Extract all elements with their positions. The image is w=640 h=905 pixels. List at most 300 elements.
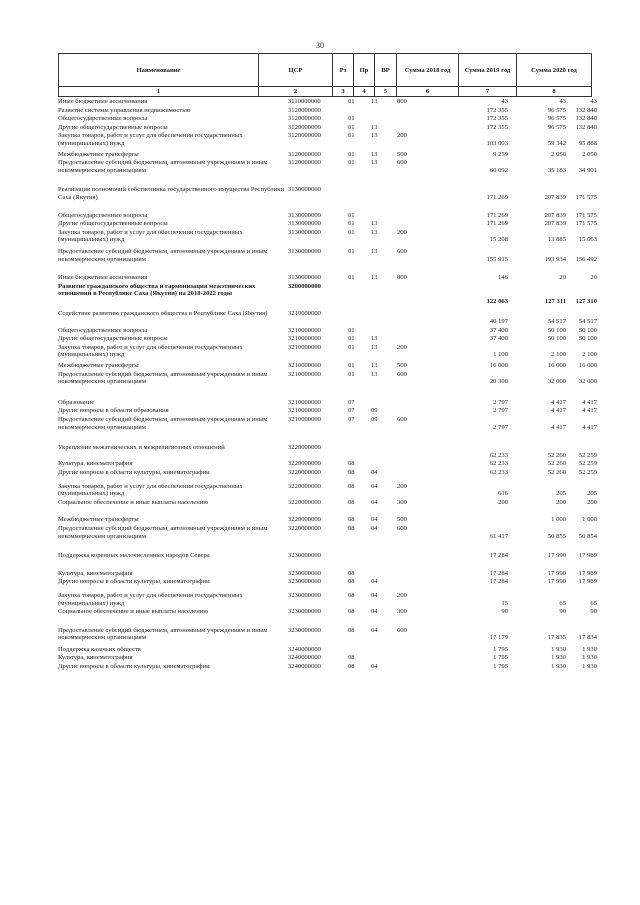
row-rz: 01: [348, 132, 355, 140]
row-pr: 13: [371, 335, 378, 343]
row-s2018: 43: [501, 98, 508, 105]
row-s2020: 50 100: [578, 335, 597, 343]
row-s2019: 96 575: [547, 115, 566, 123]
col-number: 6: [397, 87, 459, 97]
row-rz: 08: [348, 626, 355, 634]
row-csr: 3220000000: [288, 444, 321, 452]
row-vr: 200: [397, 228, 407, 236]
row-name: Развитие системы управления недвижимостью: [58, 106, 191, 114]
table-row: [58, 524, 597, 540]
row-pr: 13: [371, 228, 378, 236]
row-s2020: 16 000: [578, 362, 597, 370]
row-s2019: 65: [559, 599, 566, 607]
row-vr: 800: [397, 98, 407, 105]
table-row: [58, 398, 597, 407]
row-s2020: 50 854: [578, 532, 597, 540]
row-name: Другие вопросы в области культуры, кинематографии: [58, 663, 210, 671]
row-s2018: 1 795: [493, 663, 508, 671]
row-s2020: 205: [587, 490, 597, 498]
table-row: [58, 211, 597, 220]
table-row: [58, 159, 597, 174]
row-vr: 600: [397, 626, 407, 634]
col-header-rz: Рз: [333, 54, 354, 87]
row-pr: 13: [371, 159, 378, 167]
row-name: Предоставление субсидий бюджетным, автономным учреждениям и иным некоммерческим организациям: [58, 524, 268, 540]
row-rz: 08: [348, 578, 355, 586]
row-s2019: 1 930: [551, 654, 566, 662]
row-csr: 3200000000: [288, 282, 321, 290]
table-row: [58, 150, 597, 159]
row-csr: 3210000000: [288, 335, 321, 343]
row-s2020: 1 930: [582, 654, 597, 662]
row-csr: 3120000000: [288, 132, 321, 140]
row-s2018: 103 003: [486, 139, 508, 147]
row-s2020: 43: [590, 98, 597, 105]
row-s2019: 50 100: [547, 326, 566, 334]
row-s2018: 172 355: [486, 123, 508, 131]
table-row: [58, 468, 597, 477]
row-s2019: 205: [556, 490, 566, 498]
row-csr: 3120000000: [288, 106, 321, 114]
row-csr: 3210000000: [288, 343, 321, 351]
table-row: [58, 578, 597, 586]
row-name: Общегосударственные вопросы: [58, 326, 148, 334]
row-csr: 3230000000: [288, 569, 321, 577]
row-s2019: 127 311: [544, 297, 566, 305]
row-s2018: 172 355: [486, 106, 508, 114]
row-s2018: 200: [498, 498, 508, 506]
row-s2019: 50 100: [547, 335, 566, 343]
row-pr: 04: [371, 578, 378, 586]
row-vr: 300: [397, 608, 407, 616]
row-s2020: 95 888: [578, 139, 597, 147]
row-name: Поддержка коренных малочисленных народов Севера: [58, 552, 210, 560]
row-s2020: 132 840: [575, 106, 597, 114]
row-csr: 3230000000: [288, 591, 321, 599]
row-s2018: 2 797: [493, 407, 508, 415]
row-vr: 600: [397, 416, 407, 424]
table-row: [58, 444, 597, 459]
row-s2019: 17 990: [547, 578, 566, 586]
row-rz: 01: [348, 343, 355, 351]
row-s2020: 17 989: [578, 578, 597, 586]
row-s2019: 20: [559, 274, 566, 282]
col-header-vr: ВР: [375, 54, 397, 87]
row-s2020: 17 989: [578, 552, 597, 560]
row-name: Другие вопросы в области культуры, кинематографии: [58, 468, 210, 476]
row-rz: 08: [348, 460, 355, 468]
row-s2019: 13 885: [547, 236, 566, 244]
row-s2020: 2 100: [582, 351, 597, 359]
row-name: Межбюджетные трансферты: [58, 150, 139, 158]
row-name: Закупка товаров, работ и услуг для обеспечения государственных (муниципальных) нужд: [58, 343, 243, 359]
row-name: Другие вопросы в области образования: [58, 407, 169, 415]
row-csr: 3220000000: [288, 516, 321, 524]
row-name: Иные бюджетные ассигнования: [58, 274, 148, 282]
row-csr: 3230000000: [288, 608, 321, 616]
row-s2020: 65: [590, 599, 597, 607]
table-row: [58, 220, 597, 228]
row-rz: 01: [348, 247, 355, 255]
row-pr: 09: [371, 416, 378, 424]
row-s2020: 132 840: [575, 115, 597, 123]
row-name: Общегосударственные вопросы: [58, 211, 148, 219]
row-name: Закупка товаров, работ и услуг для обеспечения государственных (муниципальных) нужд: [58, 591, 243, 607]
row-s2018: 17 179: [489, 634, 508, 642]
row-rz: 01: [348, 326, 355, 334]
row-s2019: 54 517: [547, 318, 566, 326]
table-row: [58, 106, 597, 115]
table-row: [58, 274, 597, 282]
table-row: [58, 608, 597, 616]
row-name: Культура, кинематография: [58, 569, 133, 577]
row-name: Межбюджетные трансферты: [58, 516, 139, 524]
row-rz: 01: [348, 220, 355, 228]
row-pr: 04: [371, 524, 378, 532]
row-rz: 08: [348, 663, 355, 671]
row-s2018: 172 355: [486, 115, 508, 123]
row-name: Предоставление субсидий бюджетным, автономным учреждениям и иным некоммерческим организациям: [58, 416, 268, 431]
row-name: Другие вопросы в области культуры, кинематографии: [58, 578, 210, 586]
row-rz: 01: [348, 150, 355, 158]
row-s2018: 9 259: [493, 150, 508, 158]
row-csr: 3220000000: [288, 498, 321, 506]
row-s2019: 52 260: [547, 460, 566, 468]
table-row: [58, 516, 597, 524]
row-csr: 3230000000: [288, 626, 321, 634]
row-csr: 3210000000: [288, 370, 321, 378]
row-rz: 08: [348, 482, 355, 490]
row-s2020: 171 575: [575, 193, 597, 201]
table-row: [58, 98, 597, 106]
row-s2020: 200: [587, 498, 597, 506]
row-s2020: 90: [590, 608, 597, 616]
row-s2018: 15: [501, 599, 508, 607]
row-s2018: 171 269: [486, 193, 508, 201]
row-name: Закупка товаров, работ и услуг для обеспечения государственных (муниципальных) нужд: [58, 228, 243, 244]
row-name: Культура, кинематография: [58, 460, 133, 468]
row-s2020: 171 575: [575, 220, 597, 228]
row-s2018: 90: [501, 608, 508, 616]
row-s2018: 171 269: [486, 220, 508, 228]
row-csr: 3210000000: [288, 326, 321, 334]
row-vr: 200: [397, 343, 407, 351]
row-s2019: 1 930: [551, 663, 566, 671]
row-csr: 3220000000: [288, 468, 321, 476]
table-body: [58, 98, 597, 671]
row-vr: 500: [397, 150, 407, 158]
row-s2019: 4 417: [551, 423, 566, 431]
row-name: Предоставление субсидий бюджетным, автономным учреждениям и иным некоммерческим организациям: [58, 247, 268, 263]
row-s2019: 1 000: [551, 516, 566, 524]
row-s2020: 4 417: [582, 407, 597, 415]
row-s2020: 1 930: [582, 663, 597, 671]
row-csr: 3120000000: [288, 115, 321, 123]
table-row: [58, 591, 597, 607]
row-rz: 08: [348, 498, 355, 506]
row-csr: 3130000000: [288, 220, 321, 228]
row-pr: 13: [371, 123, 378, 131]
row-vr: 200: [397, 132, 407, 140]
row-csr: 3210000000: [288, 362, 321, 370]
row-rz: 08: [348, 591, 355, 599]
col-number: 4: [354, 87, 375, 97]
row-s2019: 17 990: [547, 569, 566, 577]
row-pr: 04: [371, 482, 378, 490]
row-name: Культура, кинематография: [58, 654, 133, 662]
row-csr: 3210000000: [288, 310, 321, 318]
row-s2018: 1 795: [493, 645, 508, 653]
row-s2018: 2 797: [493, 423, 508, 431]
row-name: Развитие гражданского общества и гармонизация межэтнических отношений в Республике Саха (Якутия) на 2018-2022 годы: [58, 282, 256, 298]
row-s2018: 155 915: [486, 255, 508, 263]
row-csr: 3120000000: [288, 150, 321, 158]
row-rz: 07: [348, 398, 355, 406]
row-s2019: 2 050: [551, 150, 566, 158]
row-s2020: 171 575: [575, 211, 597, 219]
row-s2019: 17 990: [547, 552, 566, 560]
row-s2019: 59 342: [547, 139, 566, 147]
row-s2018: 20 300: [489, 378, 508, 386]
row-s2020: 132 840: [575, 123, 597, 131]
row-pr: 13: [371, 220, 378, 228]
row-s2018: 62 233: [489, 460, 508, 468]
row-rz: 08: [348, 608, 355, 616]
table-row: [58, 552, 597, 560]
row-name: Предоставление субсидий бюджетным, автономным учреждениям и иным некоммерческим организациям: [58, 159, 268, 174]
row-pr: 04: [371, 516, 378, 524]
row-s2018: 37 400: [489, 326, 508, 334]
col-number: 8: [517, 87, 592, 97]
row-s2018: 62 233: [489, 451, 508, 459]
row-pr: 13: [371, 362, 378, 370]
row-s2019: 52 260: [547, 451, 566, 459]
row-s2018: 16 000: [489, 362, 508, 370]
row-s2019: 35 183: [547, 166, 566, 174]
row-vr: 600: [397, 247, 407, 255]
table-row: [58, 335, 597, 343]
row-s2019: 43: [559, 98, 566, 105]
row-rz: 01: [348, 123, 355, 131]
row-csr: 3240000000: [288, 663, 321, 671]
row-s2020: 1 930: [582, 645, 597, 653]
row-vr: 500: [397, 516, 407, 524]
row-name: Реализация полномочий собственника государственного имущества Республики Саха (Якутия): [58, 186, 284, 201]
row-csr: 3220000000: [288, 460, 321, 468]
row-s2018: 60 092: [489, 166, 508, 174]
row-s2018: 61 417: [489, 532, 508, 540]
row-rz: 01: [348, 274, 355, 282]
row-s2018: 146: [498, 274, 508, 282]
col-number: 7: [459, 87, 517, 97]
row-rz: 08: [348, 569, 355, 577]
row-csr: 3240000000: [288, 654, 321, 662]
row-s2020: 52 259: [578, 451, 597, 459]
row-pr: 09: [371, 407, 378, 415]
row-s2019: 52 260: [547, 468, 566, 476]
table-header: [58, 53, 592, 97]
table-row: [58, 663, 597, 671]
table-row: [58, 132, 597, 147]
row-s2020: 20: [590, 274, 597, 282]
row-rz: 01: [348, 159, 355, 167]
row-s2019: 200: [556, 498, 566, 506]
row-csr: 3210000000: [288, 407, 321, 415]
row-rz: 01: [348, 370, 355, 378]
row-s2020: 17 834: [578, 634, 597, 642]
col-number: 3: [333, 87, 354, 97]
table-row: [58, 569, 597, 578]
row-name: Социальное обеспечение и иные выплаты населению: [58, 498, 209, 506]
row-s2020: 156 492: [575, 255, 597, 263]
table-row: [58, 343, 597, 359]
row-pr: 04: [371, 468, 378, 476]
row-s2020: 1 000: [582, 516, 597, 524]
row-csr: 3230000000: [288, 578, 321, 586]
row-s2018: 17 284: [489, 569, 508, 577]
row-s2019: 207 839: [544, 211, 566, 219]
row-s2018: 40 197: [489, 318, 508, 326]
row-s2020: 52 259: [578, 460, 597, 468]
col-header-sum-2020: Сумма 2020 год: [517, 54, 592, 87]
row-s2019: 17 835: [547, 634, 566, 642]
row-name: Предоставление субсидий бюджетным, автономным учреждениям и иным некоммерческим организациям: [58, 370, 268, 386]
row-csr: 3130000000: [288, 211, 321, 219]
row-csr: 3120000000: [288, 123, 321, 131]
row-pr: 13: [371, 274, 378, 282]
row-s2018: 616: [498, 490, 508, 498]
row-csr: 3220000000: [288, 524, 321, 532]
row-s2020: 52 259: [578, 468, 597, 476]
table-row: [58, 482, 597, 498]
row-s2020: 54 517: [578, 318, 597, 326]
table-row: [58, 370, 597, 386]
row-s2019: 50 855: [547, 532, 566, 540]
row-pr: 13: [371, 150, 378, 158]
row-csr: 3120000000: [288, 159, 321, 167]
col-number: 1: [59, 87, 259, 97]
row-rz: 01: [348, 211, 355, 219]
row-vr: 200: [397, 591, 407, 599]
row-csr: 3240000000: [288, 645, 321, 653]
row-pr: 04: [371, 498, 378, 506]
row-pr: 04: [371, 626, 378, 634]
table-row: [58, 362, 597, 370]
row-s2020: 15 063: [578, 236, 597, 244]
row-csr: 3130000000: [288, 274, 321, 282]
row-s2020: 2 050: [582, 150, 597, 158]
row-name: Иные бюджетные ассигнования: [58, 98, 148, 105]
row-name: Закупка товаров, работ и услуг для обеспечения государственных (муниципальных) нужд: [58, 482, 243, 498]
col-header-sum-2019: Сумма 2019 год: [459, 54, 517, 87]
row-name: Другие общегосударственные вопросы: [58, 123, 168, 131]
table-row: [58, 310, 597, 326]
table-row: [58, 228, 597, 244]
row-s2019: 90: [559, 608, 566, 616]
row-s2019: 1 930: [551, 645, 566, 653]
row-rz: 07: [348, 416, 355, 424]
row-rz: 08: [348, 468, 355, 476]
row-s2019: 16 000: [547, 362, 566, 370]
row-pr: 13: [371, 370, 378, 378]
row-s2020: 50 100: [578, 326, 597, 334]
table-row: [58, 186, 597, 201]
row-vr: 800: [397, 274, 407, 282]
row-name: Общегосударственные вопросы: [58, 115, 148, 123]
table-row: [58, 326, 597, 335]
row-s2018: 122 063: [486, 297, 508, 305]
row-rz: 01: [348, 335, 355, 343]
row-s2019: 4 417: [551, 407, 566, 415]
row-s2019: 96 575: [547, 106, 566, 114]
row-pr: 04: [371, 663, 378, 671]
row-csr: 3210000000: [288, 398, 321, 406]
row-rz: 01: [348, 98, 355, 105]
table-row: [58, 460, 597, 468]
row-rz: 08: [348, 516, 355, 524]
row-s2020: 32 000: [578, 378, 597, 386]
table-row: [58, 498, 597, 507]
row-name: Образование: [58, 398, 95, 406]
row-rz: 07: [348, 407, 355, 415]
row-vr: 600: [397, 524, 407, 532]
table-row: [58, 416, 597, 431]
row-name: Предоставление субсидий бюджетным, автономным учреждениям и иным некоммерческим организациям: [58, 626, 268, 642]
row-pr: 04: [371, 608, 378, 616]
row-name: Закупка товаров, работ и услуг для обеспечения государственных (муниципальных) нужд: [58, 132, 243, 147]
row-s2018: 37 400: [489, 335, 508, 343]
row-s2019: 193 934: [544, 255, 566, 263]
row-s2018: 17 284: [489, 552, 508, 560]
row-s2018: 62 233: [489, 468, 508, 476]
page-number: 30: [316, 41, 324, 50]
row-pr: 04: [371, 591, 378, 599]
row-s2020: 34 901: [578, 166, 597, 174]
col-header-csr: ЦСР: [259, 54, 333, 87]
row-s2020: 4 417: [582, 423, 597, 431]
row-s2020: 127 310: [575, 297, 597, 305]
table-row: [58, 123, 597, 132]
row-rz: 08: [348, 524, 355, 532]
row-rz: 08: [348, 654, 355, 662]
row-vr: 500: [397, 362, 407, 370]
row-name: Межбюджетные трансферты: [58, 362, 139, 370]
row-vr: 600: [397, 159, 407, 167]
row-s2018: 1 795: [493, 654, 508, 662]
table-row: [58, 115, 597, 123]
row-csr: 3210000000: [288, 416, 321, 424]
row-pr: 13: [371, 132, 378, 140]
row-s2019: 2 100: [551, 351, 566, 359]
row-csr: 3110000000: [288, 98, 321, 105]
row-s2018: 17 284: [489, 578, 508, 586]
row-rz: 01: [348, 228, 355, 236]
row-csr: 3130000000: [288, 247, 321, 255]
row-s2020: 17 989: [578, 569, 597, 577]
col-header-name: Наименование: [59, 54, 259, 87]
row-name: Укрепление межэтнических и межрелигиозных отношений: [58, 444, 225, 452]
row-pr: 13: [371, 98, 378, 105]
row-csr: 3220000000: [288, 482, 321, 490]
row-s2018: 1 100: [493, 351, 508, 359]
row-csr: 3130000000: [288, 228, 321, 236]
table-row: [58, 247, 597, 263]
row-vr: 200: [397, 482, 407, 490]
table-row: [58, 282, 597, 306]
row-csr: 3130000000: [288, 186, 321, 194]
row-vr: 300: [397, 498, 407, 506]
row-s2019: 4 417: [551, 398, 566, 406]
